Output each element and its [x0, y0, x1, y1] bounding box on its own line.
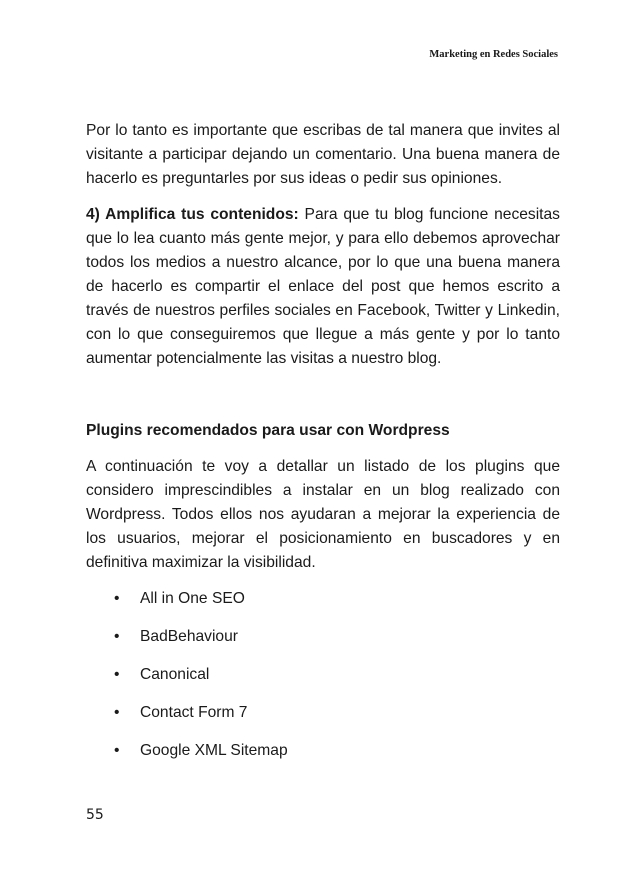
page-number: 55 [86, 807, 104, 823]
plugin-name: Google XML Sitemap [140, 742, 288, 759]
list-item [86, 625, 560, 649]
section-heading-plugins: Plugins recomendados para usar con Wordpress [86, 422, 450, 439]
running-header: Marketing en Redes Sociales [429, 49, 558, 60]
paragraph-amplify [86, 203, 560, 371]
bullet-icon: • [114, 742, 120, 759]
list-item [86, 739, 560, 763]
plugin-name: Canonical [140, 666, 210, 683]
bullet-icon: • [114, 590, 120, 607]
plugin-name: Contact Form 7 [140, 704, 248, 721]
amplify-text: Para que tu blog funcione necesitas que lo lea cuanto más gente mejor, y para ello debemos aprovechar todos los medios a nuestro alcance, por lo que una buena manera de hacerlo es compartir el enlace del post que hemos escrito a través de nuestros perfiles sociales en Facebook, Twitter y Linkedin, con lo que conseguiremos que llegue a más gente y por lo tanto aumentar potencialmente las visitas a nuestro blog. [86, 206, 560, 367]
list-item [86, 663, 560, 687]
plugin-name: BadBehaviour [140, 628, 238, 645]
plugin-name: All in One SEO [140, 590, 245, 607]
list-item [86, 587, 560, 611]
plugin-list [86, 587, 560, 763]
page-content [86, 119, 560, 777]
bullet-icon: • [114, 666, 120, 683]
bullet-icon: • [114, 628, 120, 645]
amplify-lead: 4) Amplifica tus contenidos: [86, 206, 299, 223]
list-item [86, 701, 560, 725]
bullet-icon: • [114, 704, 120, 721]
paragraph-comments: Por lo tanto es importante que escribas de tal manera que invites al visitante a participar dejando un comentario. Una buena manera de hacerlo es preguntarles por sus ideas o pedir sus opiniones. [86, 122, 560, 187]
paragraph-plugins-intro: A continuación te voy a detallar un listado de los plugins que considero imprescindibles a instalar en un blog realizado con Wordpress. Todos ellos nos ayudaran a mejorar la experiencia de los usuarios, mejorar el posicionamiento en buscadores y en definitiva maximizar la visibilidad. [86, 458, 560, 571]
